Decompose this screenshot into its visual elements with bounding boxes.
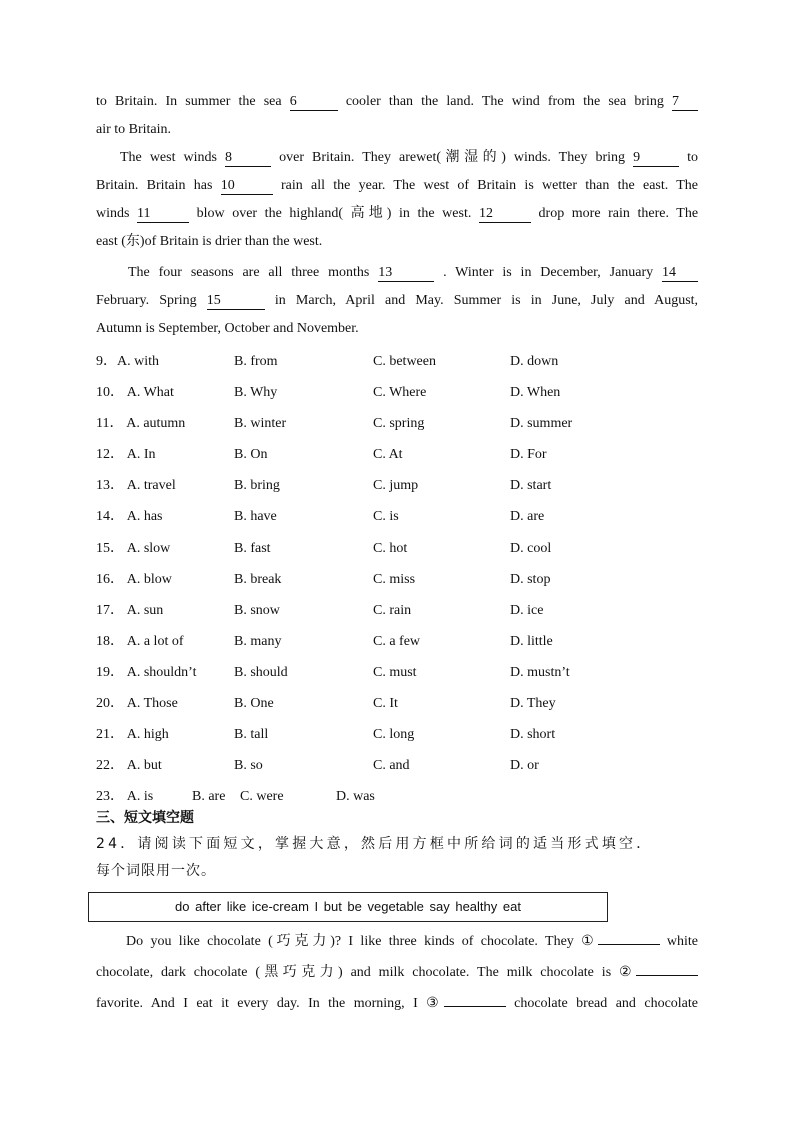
option-row — [96, 408, 698, 439]
blank-14[interactable]: 14 — [662, 265, 698, 282]
worksheet-page — [96, 88, 698, 1019]
option-row — [96, 564, 698, 595]
option-row — [96, 688, 698, 719]
option-c[interactable]: C. is — [373, 509, 399, 525]
option-b[interactable]: B. so — [234, 758, 263, 774]
option-c[interactable]: C. must — [373, 664, 417, 680]
blank-2[interactable] — [636, 961, 698, 976]
text: chocolate bread and chocolate — [514, 996, 698, 1012]
option-a[interactable]: 9．A. with — [96, 354, 159, 369]
option-a[interactable]: 16． A. blow — [96, 571, 172, 587]
option-c[interactable]: C. and — [373, 758, 410, 774]
option-d[interactable]: D. cool — [510, 540, 552, 556]
option-d[interactable]: D. They — [510, 696, 556, 712]
option-d[interactable]: D. When — [510, 385, 561, 401]
option-d[interactable]: D. or — [510, 758, 539, 774]
text: February. Spring — [96, 293, 197, 308]
options-list — [96, 346, 698, 812]
option-d[interactable]: D. short — [510, 727, 556, 743]
option-b[interactable]: B. On — [234, 447, 268, 463]
option-a[interactable]: 21． A. high — [96, 727, 169, 743]
option-d[interactable]: D. mustn’t — [510, 664, 570, 680]
passage-line-9 — [96, 315, 698, 343]
option-a[interactable]: 14． A. has — [96, 509, 163, 525]
blank-6[interactable]: 6 — [290, 94, 338, 111]
option-row — [96, 657, 698, 688]
text: Autumn is September, October and November. — [96, 321, 359, 336]
option-row — [96, 470, 698, 501]
text: Do you like chocolate (巧克力)? I like three kinds of chocolate. They ① — [126, 934, 598, 950]
option-a[interactable]: 10． A. What — [96, 385, 174, 401]
blank-1[interactable] — [598, 930, 660, 945]
text: favorite. And I eat it every day. In the morning, I ③ — [96, 996, 444, 1012]
option-a[interactable]: 15． A. slow — [96, 540, 171, 556]
option-d[interactable]: D. down — [510, 354, 559, 369]
option-b[interactable]: B. break — [234, 571, 282, 587]
text: rain all the year. The west of Britain is wetter than the east. The — [280, 178, 699, 193]
text: The west winds — [120, 150, 217, 165]
option-b[interactable]: B. One — [234, 696, 274, 712]
option-a[interactable]: 11． A. autumn — [96, 416, 186, 432]
option-b[interactable]: B. are — [192, 789, 226, 805]
option-row — [96, 377, 698, 408]
text: east (东)of Britain is drier than the west. — [96, 234, 323, 249]
blank-9[interactable]: 9 — [633, 150, 679, 167]
text: to Britain. In summer the sea — [96, 94, 282, 109]
q24-passage — [96, 926, 698, 1019]
passage-line-4 — [96, 172, 698, 200]
q24-instruction: 24．请阅读下面短文，掌握大意，然后用方框中所给词的适当形式填空． — [96, 836, 654, 853]
option-b[interactable]: B. fast — [234, 540, 271, 556]
option-c[interactable]: C. Where — [373, 385, 427, 401]
option-c[interactable]: C. hot — [373, 540, 408, 556]
option-b[interactable]: B. bring — [234, 478, 280, 494]
option-c[interactable]: C. spring — [373, 416, 425, 432]
text: air to Britain. — [96, 122, 172, 137]
option-a[interactable]: 17． A. sun — [96, 602, 164, 618]
text: drop more rain there. The — [538, 206, 699, 221]
text: blow over the highland( 高地) in the west. — [196, 206, 472, 221]
option-row — [96, 781, 698, 812]
text: chocolate, dark chocolate (黑巧克力) and milk chocolate. The milk chocolate is ② — [96, 965, 636, 981]
option-b[interactable]: B. winter — [234, 416, 287, 432]
q24-line-1 — [96, 926, 698, 957]
blank-11[interactable]: 11 — [137, 206, 189, 223]
option-b[interactable]: B. Why — [234, 385, 278, 401]
passage-line-7 — [96, 259, 698, 287]
text: The four seasons are all three months — [128, 265, 370, 280]
q24-instruction-2: 每个词限用一次。 — [96, 863, 216, 880]
option-row — [96, 439, 698, 470]
passage-line-2 — [96, 116, 698, 144]
option-a[interactable]: 22． A. but — [96, 758, 162, 774]
blank-7[interactable]: 7 — [672, 94, 698, 111]
passage-line-5 — [96, 200, 698, 228]
option-c[interactable]: C. jump — [373, 478, 419, 494]
option-row — [96, 595, 698, 626]
option-d[interactable]: D. are — [510, 509, 545, 525]
blank-8[interactable]: 8 — [225, 150, 271, 167]
text: in March, April and May. Summer is in June, July and August, — [274, 293, 699, 308]
text: . Winter is in December, January — [443, 265, 654, 280]
text: white — [666, 934, 699, 950]
passage-line-1 — [96, 88, 698, 116]
word-box: do after like ice-cream I but be vegetable say healthy eat — [88, 892, 608, 922]
option-d[interactable]: D. ice — [510, 602, 544, 618]
q24-line-3 — [96, 988, 698, 1019]
option-d[interactable]: D. was — [336, 789, 375, 805]
option-row — [96, 626, 698, 657]
option-row — [96, 750, 698, 781]
option-b[interactable]: B. tall — [234, 727, 269, 743]
option-d[interactable]: D. summer — [510, 416, 573, 432]
text: cooler than the land. The wind from the sea bring — [345, 94, 664, 109]
option-b[interactable]: B. many — [234, 633, 282, 649]
option-d[interactable]: D. start — [510, 478, 552, 494]
text: over Britain. They arewet(潮湿的) winds. They bring — [279, 150, 626, 165]
option-c[interactable]: C. rain — [373, 602, 412, 618]
option-d[interactable]: D. little — [510, 633, 553, 649]
blank-15[interactable]: 15 — [207, 293, 265, 310]
option-c[interactable]: C. long — [373, 727, 415, 743]
option-row — [96, 719, 698, 750]
option-c[interactable]: C. were — [240, 789, 284, 805]
blank-10[interactable]: 10 — [221, 178, 273, 195]
option-b[interactable]: B. have — [234, 509, 277, 525]
option-a[interactable]: 23． A. is — [96, 789, 154, 805]
passage-line-3 — [96, 144, 698, 172]
option-c[interactable]: C. miss — [373, 571, 416, 587]
option-a[interactable]: 12． A. In — [96, 447, 156, 463]
option-row — [96, 501, 698, 532]
option-c[interactable]: C. At — [373, 447, 403, 463]
text: Britain. Britain has — [96, 178, 213, 193]
option-a[interactable]: 18． A. a lot of — [96, 633, 184, 649]
option-a[interactable]: 20． A. Those — [96, 696, 178, 712]
option-b[interactable]: B. from — [234, 354, 278, 369]
text: winds — [96, 206, 130, 221]
option-d[interactable]: D. stop — [510, 571, 551, 587]
section-title: 三、短文填空题 — [96, 810, 194, 827]
option-d[interactable]: D. For — [510, 447, 547, 463]
q24-line-2 — [96, 957, 698, 988]
blank-13[interactable]: 13 — [378, 265, 434, 282]
option-c[interactable]: C. between — [373, 354, 436, 369]
option-b[interactable]: B. snow — [234, 602, 280, 618]
option-row — [96, 346, 698, 377]
option-c[interactable]: C. a few — [373, 633, 421, 649]
option-a[interactable]: 19． A. shouldn’t — [96, 664, 197, 680]
passage-line-8 — [96, 287, 698, 315]
option-row — [96, 533, 698, 564]
option-a[interactable]: 13． A. travel — [96, 478, 176, 494]
text: to — [687, 150, 699, 165]
passage-line-6 — [96, 228, 698, 256]
blank-3[interactable] — [444, 992, 506, 1007]
blank-12[interactable]: 12 — [479, 206, 531, 223]
option-c[interactable]: C. It — [373, 696, 398, 712]
option-b[interactable]: B. should — [234, 664, 288, 680]
